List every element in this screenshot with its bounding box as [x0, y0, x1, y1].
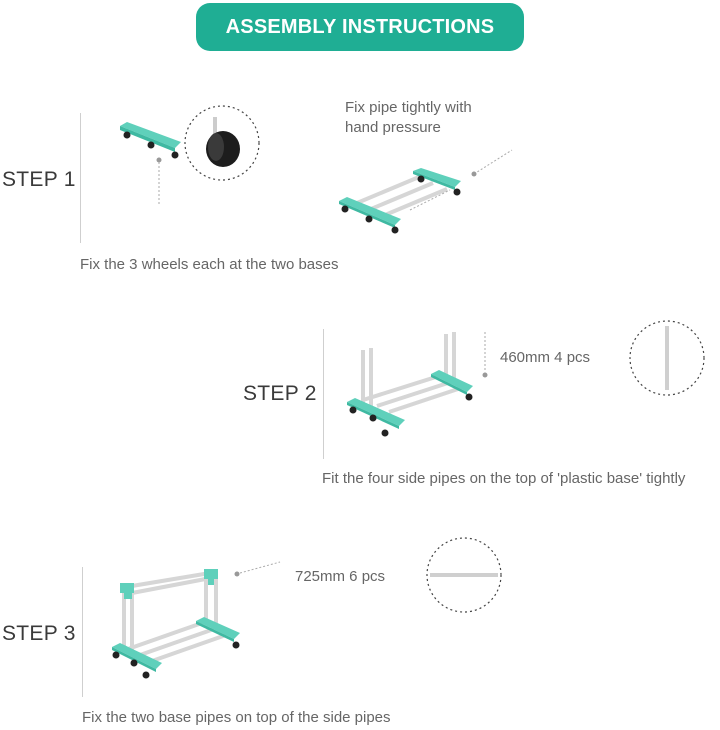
- step-1-label: STEP 1: [2, 168, 76, 191]
- step-1-note: Fix pipe tightly with hand pressure: [345, 99, 472, 136]
- step-1-divider: [80, 113, 81, 243]
- full-rack-illustration: [110, 563, 245, 681]
- side-pipes-frame-illustration: [343, 330, 478, 438]
- step-1-leader: [157, 150, 161, 210]
- step-2-part-label: 460mm 4 pcs: [500, 349, 591, 366]
- side-pipe-detail-circle: [627, 318, 707, 398]
- step-1-caption: Fix the 3 wheels each at the two bases: [80, 256, 339, 273]
- step-2-divider: [323, 329, 324, 459]
- step-2-caption: Fit the four side pipes on the top of 'plastic base' tightly: [322, 470, 686, 487]
- step-3-caption: Fix the two base pipes on top of the side pipes: [82, 709, 391, 726]
- step-2-leader: [480, 330, 490, 382]
- base-pipe-detail-circle: [426, 537, 506, 617]
- step-3-leader: [232, 560, 282, 580]
- step-1-frame-leader: [410, 148, 514, 212]
- step-3-part-label: 725mm 6 pcs: [295, 568, 386, 585]
- base-with-wheels-illustration: [115, 118, 185, 168]
- step-2-label: STEP 2: [243, 382, 317, 405]
- wheel-detail-circle: [183, 103, 263, 183]
- step-3-divider: [82, 567, 83, 697]
- page-title: ASSEMBLY INSTRUCTIONS: [196, 3, 524, 51]
- step-3-label: STEP 3: [2, 622, 76, 645]
